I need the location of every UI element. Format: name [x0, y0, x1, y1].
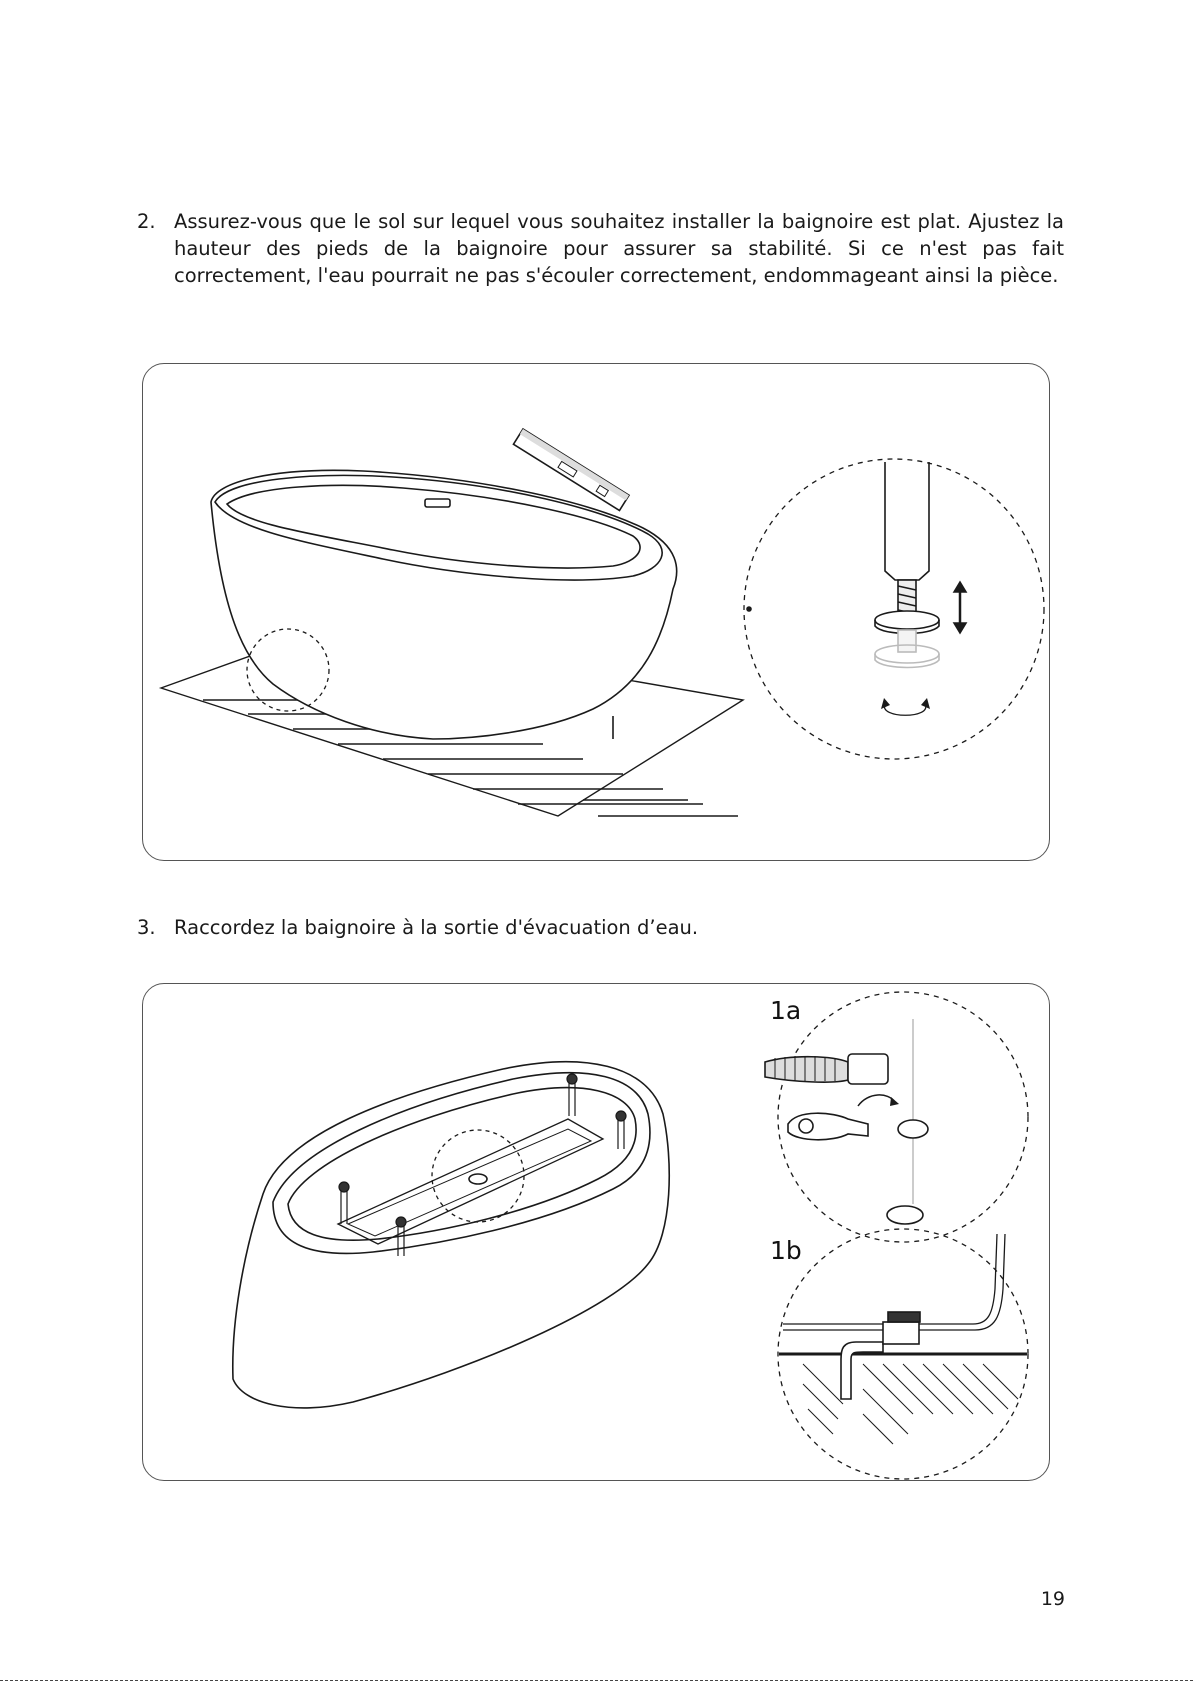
figure-drain-connection [142, 983, 1050, 1481]
step-text: Assurez-vous que le sol sur lequel vous souhaitez installer la baignoire est plat. Ajustez la hauteur des pieds de la baignoire pour assurer sa stabilité. Si ce n'est pas fait correctement, l'eau pourrait ne pas s'écouler correctement, endommageant ainsi la pièce. [174, 210, 1064, 287]
bottom-divider [0, 1680, 1193, 1681]
drain-connection-illustration [143, 984, 1049, 1480]
step-3 [137, 914, 1064, 941]
step-number: 3. [137, 916, 156, 939]
figure-level-adjustment [142, 363, 1050, 861]
step-2 [137, 208, 1064, 289]
bathtub-level-illustration [143, 364, 1049, 860]
step-text: Raccordez la baignoire à la sortie d'évacuation d’eau. [174, 916, 699, 939]
step-number: 2. [137, 210, 156, 233]
callout-1b: 1b [770, 1236, 802, 1265]
page-number: 19 [1040, 1588, 1065, 1610]
callout-1a: 1a [770, 996, 802, 1025]
